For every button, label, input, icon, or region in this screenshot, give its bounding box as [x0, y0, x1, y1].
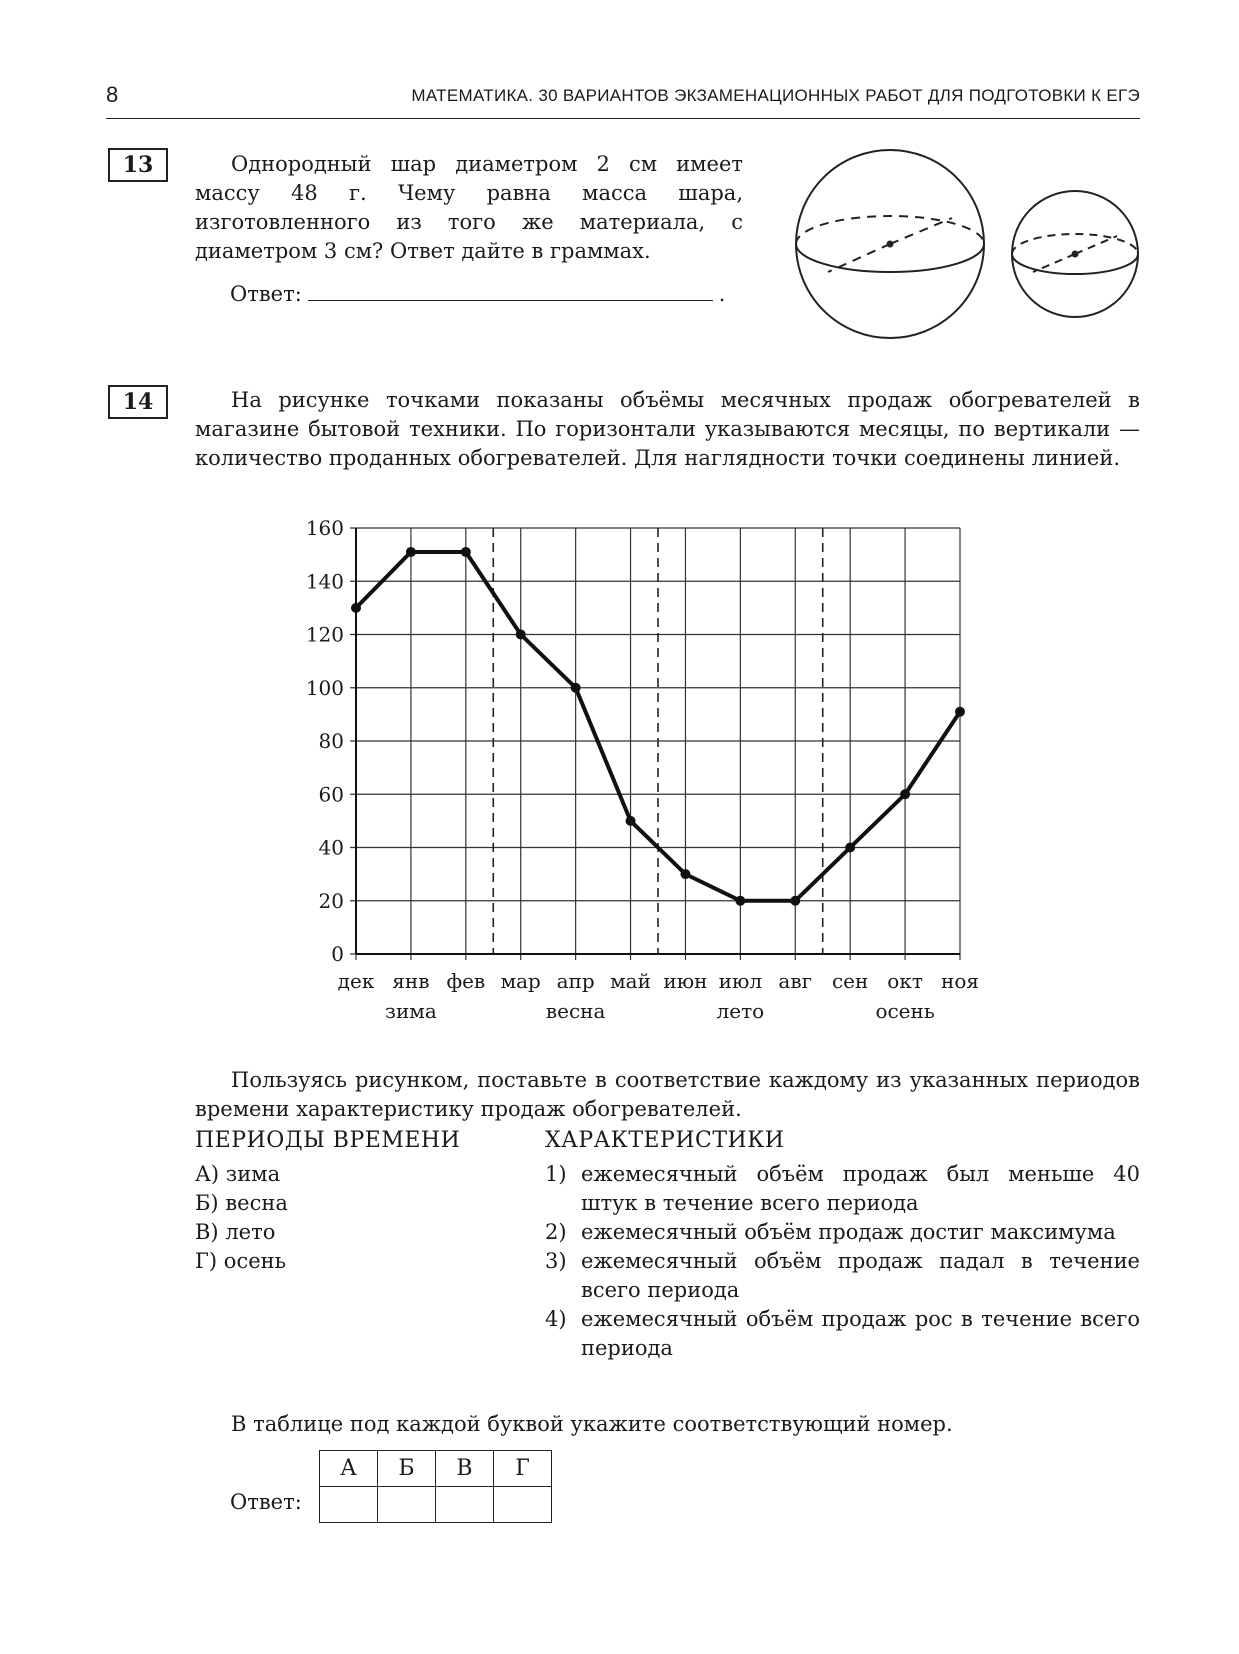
- task-14-instruction-block: [195, 1066, 1140, 1124]
- large-sphere: [796, 150, 984, 338]
- answer-cell-a[interactable]: [320, 1487, 378, 1523]
- x-tick-label: июн: [663, 969, 708, 993]
- characteristics-header: ХАРАКТЕРИСТИКИ: [545, 1128, 785, 1153]
- small-sphere: [1012, 191, 1138, 317]
- page-number: 8: [106, 82, 119, 107]
- answer-input-line[interactable]: [308, 280, 713, 301]
- season-label: зима: [385, 999, 437, 1023]
- y-tick-label: 100: [305, 675, 344, 700]
- x-tick-label: май: [610, 969, 651, 993]
- answer-cell-b[interactable]: [378, 1487, 436, 1523]
- answer-table-header: Б: [378, 1451, 436, 1487]
- answer-table-header-row: [320, 1451, 552, 1487]
- x-tick-label: сен: [831, 969, 869, 993]
- answer-period: .: [718, 282, 726, 306]
- page-header: [106, 82, 1140, 119]
- period-item: Б) весна: [195, 1191, 288, 1215]
- y-tick-label: 140: [305, 569, 344, 594]
- season-label: осень: [875, 999, 935, 1023]
- characteristics-list: [545, 1160, 1140, 1363]
- x-tick-label: мар: [500, 969, 541, 993]
- task-14-intro-block: [195, 386, 1140, 473]
- period-item: Г) осень: [195, 1249, 287, 1273]
- data-point: [845, 843, 855, 853]
- y-tick-label: 120: [305, 622, 344, 647]
- data-point: [571, 683, 581, 693]
- task-13-answer: [230, 280, 725, 306]
- x-tick-label: авг: [778, 969, 813, 993]
- season-label: весна: [545, 999, 606, 1023]
- x-tick-label: июл: [718, 969, 763, 993]
- y-tick-label: 160: [305, 520, 344, 540]
- x-tick-label: окт: [887, 969, 923, 993]
- x-tick-label: янв: [392, 969, 430, 993]
- season-label: лето: [716, 999, 765, 1023]
- task-14-intro: На рисунке точками показаны объёмы месячных продаж обогревателей в магазине бытовой техники. По горизонтали указываются месяцы, по вертикали — количество проданных обогревателей. Для наглядности точки соединены линией.: [195, 388, 1140, 470]
- x-tick-label: апр: [556, 969, 595, 993]
- x-tick-label: дек: [337, 969, 375, 993]
- x-tick-label: фев: [446, 969, 486, 993]
- chart-grid: [350, 528, 960, 960]
- answer-cell-v[interactable]: [436, 1487, 494, 1523]
- characteristic-item: 2) ежемесячный объём продаж достиг максимума: [545, 1220, 1116, 1244]
- data-point: [626, 816, 636, 826]
- task-13-text: [195, 150, 743, 266]
- answer-label: Ответ:: [230, 282, 302, 306]
- task-13-number: 13: [108, 148, 168, 182]
- answer-table-header: В: [436, 1451, 494, 1487]
- answer-table: [319, 1450, 552, 1523]
- data-point: [680, 869, 690, 879]
- data-point: [955, 707, 965, 717]
- data-point: [516, 630, 526, 640]
- spheres-figure: [795, 148, 1145, 348]
- data-point: [790, 896, 800, 906]
- answer-table-header: А: [320, 1451, 378, 1487]
- task-14-instruction: Пользуясь рисунком, поставьте в соответствие каждому из указанных периодов времени характеристику продаж обогревателей.: [195, 1068, 1140, 1121]
- data-point: [735, 896, 745, 906]
- sales-chart: [300, 520, 1020, 1040]
- data-point: [900, 789, 910, 799]
- chart-labels: [306, 520, 979, 1023]
- y-tick-label: 20: [318, 888, 344, 913]
- periods-list: [195, 1160, 288, 1276]
- task-13-statement: Однородный шар диаметром 2 см имеет массу 48 г. Чему равна масса шара, изготовленного из того же материала, с диаметром 3 см? Ответ дайте в граммах.: [195, 152, 743, 263]
- task-14-number: 14: [108, 385, 168, 419]
- answer-table-input-row: [320, 1487, 552, 1523]
- characteristic-item: 1) ежемесячный объём продаж был меньше 40 штук в течение всего периода: [545, 1162, 1140, 1215]
- table-instruction: В таблице под каждой буквой укажите соответствующий номер.: [231, 1412, 953, 1436]
- task-14-answer-label: Ответ:: [230, 1490, 302, 1514]
- data-point: [461, 547, 471, 557]
- running-title: МАТЕМАТИКА. 30 ВАРИАНТОВ ЭКЗАМЕНАЦИОННЫХ РАБОТ ДЛЯ ПОДГОТОВКИ К ЕГЭ: [411, 86, 1140, 105]
- data-point: [351, 603, 361, 613]
- table-instruction-block: [195, 1410, 1140, 1439]
- y-tick-label: 80: [318, 729, 344, 753]
- answer-table-header: Г: [494, 1451, 552, 1487]
- y-tick-label: 0: [331, 942, 344, 966]
- y-tick-label: 40: [318, 835, 344, 860]
- characteristic-item: 3) ежемесячный объём продаж падал в течение всего периода: [545, 1249, 1140, 1302]
- y-tick-label: 60: [318, 782, 344, 807]
- characteristic-item: 4) ежемесячный объём продаж рос в течение всего периода: [545, 1307, 1140, 1360]
- period-item: А) зима: [195, 1162, 281, 1186]
- answer-cell-g[interactable]: [494, 1487, 552, 1523]
- period-item: В) лето: [195, 1220, 276, 1244]
- x-tick-label: ноя: [941, 969, 979, 993]
- data-point: [406, 547, 416, 557]
- periods-header: ПЕРИОДЫ ВРЕМЕНИ: [195, 1128, 461, 1153]
